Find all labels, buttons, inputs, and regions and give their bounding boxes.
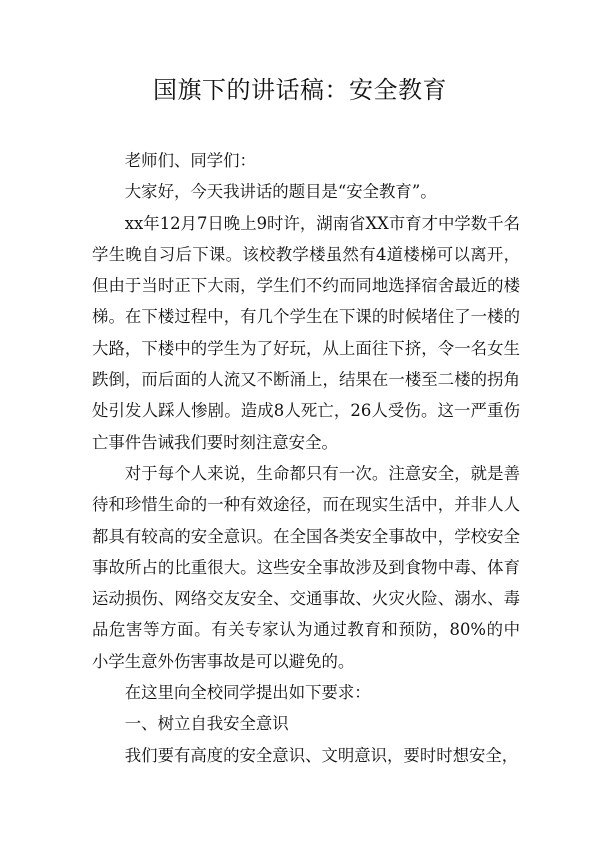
document-body — [92, 145, 520, 771]
greeting-paragraph: 大家好，今天我讲话的题目是“安全教育”。 — [124, 182, 437, 202]
salutation-paragraph: 老师们、同学们： — [124, 151, 256, 170]
section-1-paragraph: 我们要有高度的安全意识、文明意识，要时时想安全， — [124, 745, 519, 765]
incident-paragraph: xx年12月7日晚上9时许，湖南省XX市育才中学数千名学生晚自习后下课。该校教学楼虽然有4道楼梯可以离开，但由于当时正下大雨，学生们不约而同地选择宿舍最近的楼梯。在下楼过程中，有几个学生在下课的时候堵住了一楼的大路，下楼中的学生为了好玩，从上面往下挤，令一名女生跌倒，而后面的人流又不断涌上，结果在一楼至二楼的拐角处引发人踩人惨剧。造成8人死亡，26人受伤。这一严重伤亡事件告诫我们要时刻注意安全。 — [92, 213, 520, 452]
safety-importance-paragraph: 对于每个人来说，生命都只有一次。注意安全，就是善待和珍惜生命的一种有效途径，而在现实生活中，并非人人都具有较高的安全意识。在全国各类安全事故中，学校安全事故所占的比重很大。这些安全事故涉及到食物中毒、体育运动损伤、网络交友安全、交通事故、火灾火险、溺水、毒品危害等方面。有关专家认为通过教育和预防，80%的中小学生意外伤害事故是可以避免的。 — [92, 463, 520, 671]
requirements-intro-paragraph: 在这里向全校同学提出如下要求： — [124, 683, 371, 703]
page-title: 国旗下的讲话稿：安全教育 — [153, 76, 447, 104]
section-heading-1: 一、树立自我安全意识 — [124, 714, 289, 734]
